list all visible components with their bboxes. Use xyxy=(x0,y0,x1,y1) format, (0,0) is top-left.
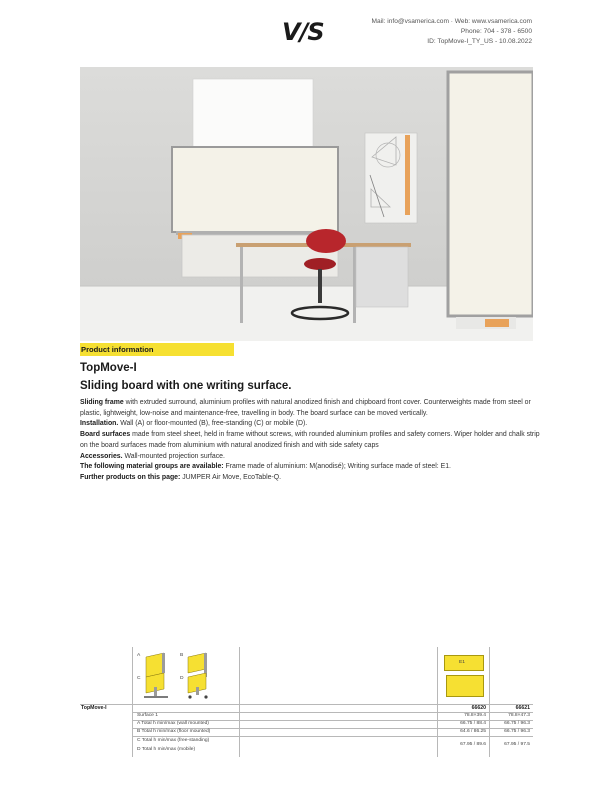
row-value: 66.75 / 96.3 xyxy=(504,721,530,726)
row-value: 66.75 / 88.4 xyxy=(460,721,486,726)
section-label-product-information: Product information xyxy=(80,343,234,356)
variant-label-b: B xyxy=(180,653,184,658)
row-value: 64.6 / 86.25 xyxy=(460,729,486,734)
desc-label: Accessories. xyxy=(80,452,123,460)
contact-mail-web: Mail: info@vsamerica.com · Web: www.vsamerica.com xyxy=(371,18,532,25)
table-divider xyxy=(239,647,240,757)
desc-label: The following material groups are available: xyxy=(80,463,224,471)
desc-text: Wall-mounted projection surface. xyxy=(122,452,225,460)
desc-installation xyxy=(80,419,540,430)
spec-table xyxy=(80,647,533,757)
color-swatch-label: E1 xyxy=(459,660,465,665)
row-label: A Total h min/max (wall mounted) xyxy=(137,721,209,726)
row-label: C Total h min/max (free-standing) xyxy=(137,738,210,743)
row-value: 66.75 / 96.3 xyxy=(504,729,530,734)
desc-label: Further products on this page: xyxy=(80,473,181,481)
desc-accessories xyxy=(80,452,540,463)
desc-further-products xyxy=(80,473,540,484)
variant-c-free-standing-icon xyxy=(142,673,170,699)
variant-label-d: D xyxy=(180,676,184,681)
desc-text: Frame made of aluminium: M(anodisé); Writing surface made of steel: E1. xyxy=(223,463,451,471)
row-label: D Total h min/max (mobile) xyxy=(137,747,196,752)
product-title: TopMove-I xyxy=(80,362,137,374)
desc-label: Board surfaces xyxy=(80,431,131,439)
product-photo xyxy=(80,67,533,341)
row-label: B Total h min/max (floor mounted) xyxy=(137,729,211,734)
variant-d-mobile-icon xyxy=(184,673,212,699)
desc-board-surfaces xyxy=(80,430,540,451)
article-number-2: 66621 xyxy=(515,705,530,711)
product-subtitle: Sliding board with one writing surface. xyxy=(80,380,292,392)
desc-material-groups xyxy=(80,462,540,473)
table-divider xyxy=(489,647,490,757)
row-value: 67.95 / 89.6 xyxy=(460,742,486,747)
row-label: Surface 1 xyxy=(137,713,158,718)
contact-phone: Phone: 704 - 378 - 6500 xyxy=(460,27,532,35)
table-divider xyxy=(437,647,438,757)
desc-text: JUMPER Air Move, EcoTable-Q. xyxy=(180,473,282,481)
product-description xyxy=(80,398,540,484)
desc-sliding-frame xyxy=(80,398,540,419)
table-divider xyxy=(132,736,533,737)
table-divider xyxy=(132,647,133,757)
vs-logo: V/S xyxy=(282,18,324,46)
article-number-1: 66620 xyxy=(471,705,486,711)
table-product-name: TopMove-I xyxy=(81,705,107,711)
row-value: 78.8×47.3 xyxy=(508,713,530,718)
product-preview-swatch xyxy=(446,675,484,697)
row-value: 78.8×39.4 xyxy=(464,713,486,718)
desc-text: with extruded surround, aluminium profiles with natural anodized finish and chipboard front cover. Counterweights made from steel or plastic, lightweight, low-noise and maintenance-free, travelling in body. The board surface can be moved vertically. xyxy=(80,399,531,417)
row-value: 67.95 / 97.5 xyxy=(504,742,530,747)
document-id: ID: TopMove-I_TY_US - 10.08.2022 xyxy=(427,37,532,45)
variant-label-c: C xyxy=(137,676,141,681)
desc-label: Sliding frame xyxy=(80,399,124,406)
variant-label-a: A xyxy=(137,653,141,658)
desc-label: Installation. xyxy=(80,420,119,428)
color-swatch-e1 xyxy=(444,655,484,671)
desc-text: made from steel sheet, held in frame without screws, with rounded aluminium profiles and safety corners. Wiper holder and chalk strip on the board surfaces made from aluminium with natural anodized finish and with side safety caps xyxy=(80,431,540,449)
desc-text: Wall (A) or floor-mounted (B), free-standing (C) or mobile (D). xyxy=(118,420,308,428)
contact-block xyxy=(372,17,532,46)
